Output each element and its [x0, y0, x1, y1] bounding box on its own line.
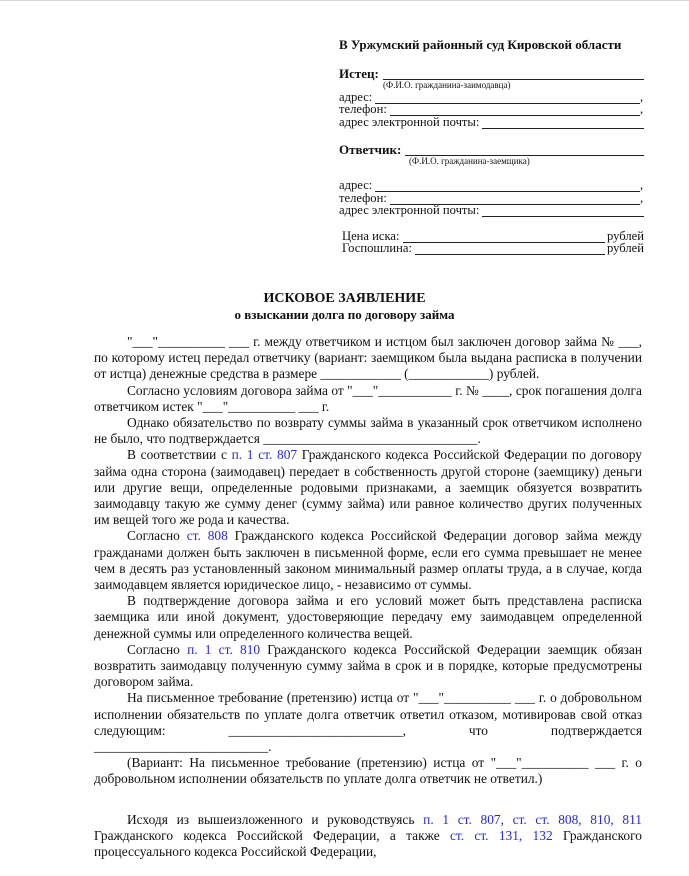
claim-price-label: Цена иска: [342, 228, 400, 243]
document-body [94, 334, 642, 860]
text: Исходя из вышеизложенного и руководствуясь [127, 811, 424, 827]
law-link-civil-code[interactable]: п. 1 ст. 807, ст. ст. 808, 810, 811 [423, 811, 642, 827]
paragraph-legal-basis [94, 812, 642, 861]
comma: , [640, 178, 644, 192]
plaintiff-phone-label: телефон: [339, 102, 387, 116]
plaintiff-email-field[interactable] [482, 118, 644, 129]
paragraph-claim-refusal: На письменное требование (претензию) истца от "___"__________ ___ г. о добровольном исполнении обязательств по уплате долга ответчик ответил отказом, мотивировав свой отказ следующим: __________________________, что подтверждается __________________________. [94, 690, 642, 755]
paragraph-receipt: В подтверждение договора займа и его условий может быть представлена расписка заемщика или иной документ, удостоверяющие передачу ему заимодавцем определенной денежной суммы или определенного количества вещей. [94, 593, 642, 641]
title-block [0, 291, 689, 323]
fee-field[interactable] [415, 244, 605, 255]
defendant-phone-label: телефон: [339, 190, 387, 205]
comma: , [640, 102, 644, 116]
defendant-hint: (Ф.И.О. гражданина-заемщика) [409, 155, 530, 166]
plaintiff-hint: (Ф.И.О. гражданина-заимодавца) [383, 80, 511, 90]
document-title: ИСКОВОЕ ЗАЯВЛЕНИЕ [263, 291, 426, 306]
claim-price-field[interactable] [403, 232, 606, 243]
defendant-row [339, 143, 644, 156]
text: Согласно [127, 528, 187, 544]
plaintiff-row [339, 67, 644, 80]
paragraph-loan-agreement: "___"__________ ___ г. между ответчиком и истцом был заключен договор займа № ___, по которому истец передал ответчику (вариант: заемщиком была выдана расписка в получении от истца) денежные средства в размере ____________ (____________) рублей. [94, 334, 642, 382]
law-link-807[interactable]: п. 1 ст. 807 [231, 447, 298, 463]
document-subtitle: о взыскании долга по договору займа [234, 307, 455, 322]
paragraph-variant-no-answer: (Вариант: На письменное требование (претензию) истца от "___"__________ ___ г. о добровольном исполнении обязательств по уплате долга ответчик не ответил.) [94, 755, 642, 787]
paragraph-repayment-term: Согласно условиям договора займа от "___"___________ г. № ____, срок погашения долга ответчиком истек "___"__________ ___ г. [94, 382, 642, 414]
text: Гражданского кодекса Российской Федерации договор займа между гражданами должен быть заключен в письменной форме, если его сумма превышает не менее чем в десять раз установленный законом минимальный размер оплаты труда, а в случае, когда заимодавцем является юридическое лицо, - независимо от суммы. [94, 528, 642, 593]
paragraph-article-810 [94, 642, 642, 691]
text: Гражданского кодекса Российской Федерации заемщик обязан возвратить заимодавцу полученную сумму займа в срок и в порядке, которые предусмотрены договором займа. [94, 641, 642, 690]
law-link-808[interactable]: ст. 808 [186, 528, 228, 544]
plaintiff-name-field[interactable] [383, 67, 644, 80]
comma: , [640, 89, 644, 104]
top-border [0, 0, 689, 1]
fee-row [339, 243, 644, 256]
court-name: В Уржумский районный суд Кировской области [339, 37, 622, 52]
plaintiff-address-field[interactable] [375, 93, 640, 104]
comma: , [640, 190, 644, 205]
plaintiff-label: Истец: [339, 66, 379, 81]
fee-label: Госпошлина: [342, 241, 412, 255]
plaintiff-email-label: адрес электронной почты: [339, 114, 480, 129]
text: В соответствии с [127, 447, 232, 463]
law-link-810[interactable]: п. 1 ст. 810 [187, 641, 261, 657]
defendant-address-field[interactable] [375, 181, 640, 192]
text: Согласно [127, 641, 188, 657]
defendant-address-label: адрес: [339, 178, 373, 192]
law-link-civil-procedure-code[interactable]: ст. ст. 131, 132 [449, 827, 553, 843]
defendant-email-field[interactable] [482, 206, 644, 217]
plaintiff-email-row [339, 116, 644, 129]
defendant-name-field[interactable] [405, 143, 644, 156]
text: Гражданского процессуального кодекса Российской Федерации, [94, 827, 642, 860]
claim-price-currency: рублей [607, 228, 644, 243]
defendant-email-row [339, 205, 644, 218]
defendant-label: Ответчик: [339, 141, 402, 157]
paragraph-article-807 [94, 447, 642, 528]
text: Гражданского кодекса Российской Федерации по договору займа одна сторона (заимодавец) передает в собственность другой стороне (заемщику) деньги или другие вещи, определенные родовыми признаками, а заемщик обязуется возвратить заимодавцу такую же сумму денег (сумму займа) или равное количество других полученных им вещей того же рода и качества. [94, 447, 642, 528]
paragraph-article-808 [94, 528, 642, 593]
paragraph-non-performance: Однако обязательство по возврату суммы займа в указанный срок ответчиком исполнено не было, что подтверждается ________________________________. [94, 415, 642, 447]
defendant-email-label: адрес электронной почты: [339, 203, 480, 217]
document-header [339, 38, 644, 255]
plaintiff-address-label: адрес: [339, 89, 373, 104]
fee-currency: рублей [607, 241, 644, 255]
text: Гражданского кодекса Российской Федерации, а также [94, 827, 450, 843]
